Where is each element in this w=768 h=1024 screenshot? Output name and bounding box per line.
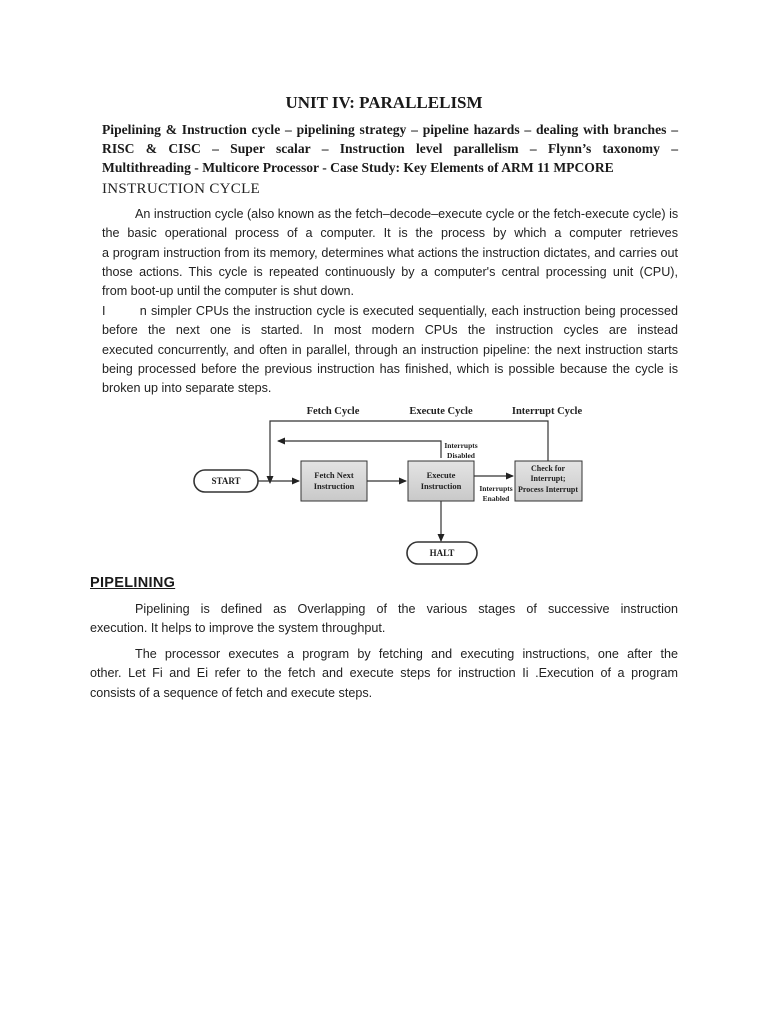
- paragraph-line: I n simpler CPUs the instruction cycle is executed sequentially, each instruction being processed: [102, 304, 678, 318]
- execute-cycle-label: Execute Cycle: [409, 406, 473, 417]
- paragraph-processor-execution: [90, 645, 678, 703]
- interrupts-enabled-label-line1: Interrupts: [479, 484, 513, 493]
- check-box-label-line2: Interrupt;: [530, 474, 566, 483]
- start-label: START: [211, 476, 241, 486]
- topics-list: [102, 120, 678, 177]
- topics-line: Pipelining & Instruction cycle – pipelining strategy – pipeline hazards – dealing with branches –: [102, 122, 678, 137]
- execute-box-label-line2: Instruction: [420, 481, 462, 491]
- paragraph-line: Pipelining is defined as Overlapping of the various stages of successive instruction: [135, 602, 678, 616]
- fetch-box-label-line1: Fetch Next: [314, 470, 354, 480]
- instruction-cycle-diagram: [0, 398, 768, 578]
- paragraph-line: a program instruction from its memory, determines what actions the instruction dictates, and carries out: [102, 245, 678, 260]
- topics-line: RISC & CISC – Super scalar – Instruction level parallelism – Flynn’s taxonomy –: [102, 141, 678, 156]
- paragraph-line: The processor executes a program by fetching and executing instructions, one after the: [135, 647, 678, 661]
- interrupts-disabled-label-line1: Interrupts: [444, 441, 478, 450]
- interrupts-disabled-loop-line: [278, 441, 441, 458]
- fetch-cycle-label: Fetch Cycle: [306, 406, 360, 417]
- paragraph-line: consists of a sequence of fetch and execute steps.: [90, 685, 373, 700]
- paragraph-line: those actions. This cycle is repeated continuously by a computer's central processing unit (CPU),: [102, 264, 678, 279]
- halt-label: HALT: [429, 548, 455, 558]
- check-box-label-line1: Check for: [531, 464, 565, 473]
- paragraph-pipelining-definition: [90, 600, 678, 639]
- section-heading-pipelining: PIPELINING: [90, 575, 176, 591]
- interrupts-disabled-label-line2: Disabled: [447, 451, 475, 460]
- paragraph-line: executed concurrently, and often in parallel, through an instruction pipeline: the next instruction starts: [102, 342, 678, 357]
- paragraph-line: being processed before the previous instruction has finished, which is possible because the cycle is: [102, 361, 678, 376]
- check-box-label-line3: Process Interrupt: [517, 485, 579, 494]
- topics-line: Multithreading - Multicore Processor - Case Study: Key Elements of ARM 11 MPCORE: [102, 160, 614, 175]
- section-heading-instruction-cycle: INSTRUCTION CYCLE: [102, 181, 261, 197]
- paragraph-line: execution. It helps to improve the system throughput.: [90, 621, 386, 636]
- unit-title: UNIT IV: PARALLELISM: [285, 93, 483, 112]
- paragraph-line: An instruction cycle (also known as the fetch–decode–execute cycle or the fetch-execute cycle) is: [135, 207, 679, 221]
- paragraph-line: before the next one is started. In most modern CPUs the instruction cycles are instead: [102, 323, 678, 338]
- paragraph-line: the basic operational process of a computer. It is the process by which a computer retrieves: [102, 226, 678, 241]
- interrupts-enabled-label-line2: Enabled: [482, 494, 510, 503]
- execute-box-label-line1: Execute: [426, 470, 456, 480]
- paragraph-line: broken up into separate steps.: [102, 381, 272, 396]
- paragraph-instruction-cycle-definition: [102, 205, 678, 301]
- paragraph-sequential-execution: [102, 302, 678, 398]
- paragraph-line: other. Let Fi and Ei refer to the fetch and execute steps for instruction Ii .Execution of a program: [90, 666, 678, 681]
- fetch-box-label-line2: Instruction: [313, 481, 355, 491]
- paragraph-line: from boot-up until the computer is shut down.: [102, 284, 355, 299]
- interrupt-cycle-label: Interrupt Cycle: [511, 406, 583, 417]
